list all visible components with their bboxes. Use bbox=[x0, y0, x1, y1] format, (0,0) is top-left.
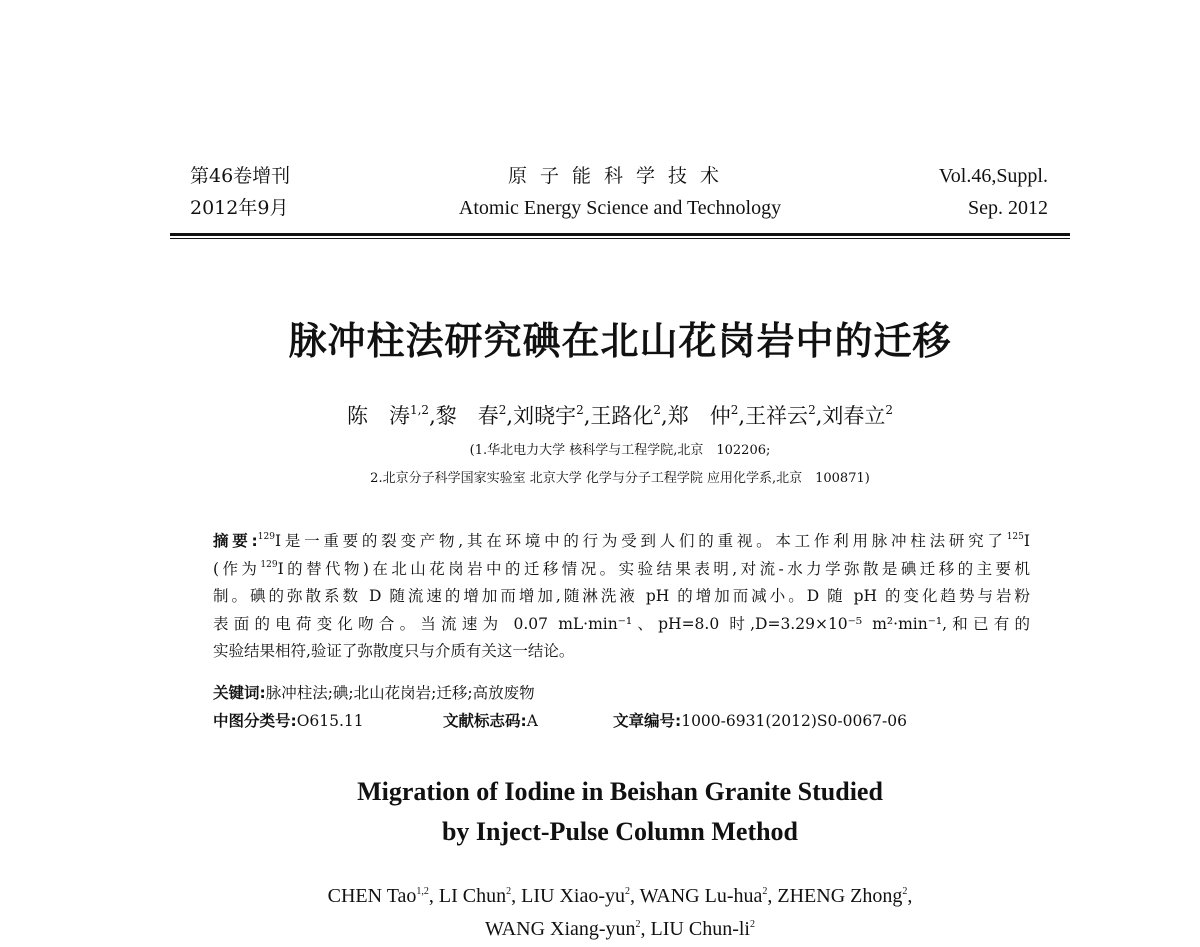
abstract-text: I是一重要的裂变产物,其在环境中的行为受到人们的重视。本工作利用脉冲柱法研究了 bbox=[274, 532, 1007, 550]
author-en: LI Chun bbox=[438, 885, 507, 907]
author-affil-sup: 1,2 bbox=[416, 886, 429, 897]
journal-name-en: Atomic Energy Science and Technology bbox=[458, 197, 782, 219]
author-affil-sup: 2 bbox=[576, 403, 584, 417]
abstract-line bbox=[213, 528, 1030, 556]
affiliation-2: 2.北京分子科学国家实验室 北京大学 化学与分子工程学院 应用化学系,北京 100871) bbox=[370, 471, 870, 486]
author-affil-sup: 2 bbox=[653, 403, 662, 417]
author-affil-sup: 2 bbox=[808, 403, 816, 417]
volume-en: Vol.46,Suppl. bbox=[938, 165, 1048, 187]
authors-en-line1: CHEN Tao$^{1,2}$, LI Chun$^2$, LIU Xiao-$yu^2$, WANG Lu-hua$^2$, ZHENG Zhong$^2$, bbox=[327, 885, 913, 907]
isotope-sup: 125 bbox=[1006, 532, 1024, 542]
doc-code-value: A bbox=[526, 712, 538, 730]
authors-en-line2: WANG Xiang-yun$^2$, LIU Chun-$li^2$ bbox=[485, 918, 755, 940]
author-cn: 王祥云 bbox=[745, 404, 809, 428]
header-rule-thick bbox=[170, 233, 1070, 236]
date-en: Sep. 2012 bbox=[968, 197, 1048, 219]
author-en: ZHENG Zhong bbox=[777, 885, 903, 907]
article-number bbox=[613, 711, 907, 731]
clc-label: 中图分类号: bbox=[213, 712, 297, 730]
volume-cn: 第46卷增刊 bbox=[190, 165, 291, 187]
abstract-text: (作为 bbox=[213, 559, 261, 578]
abstract-label: 摘要: bbox=[213, 532, 258, 550]
doc-code-label: 文献标志码: bbox=[443, 712, 527, 730]
paper-title-en-line2: by Inject-Pulse Column Method bbox=[441, 817, 799, 846]
header-rule-thin bbox=[170, 238, 1070, 239]
article-no-value: 1000-6931(2012)S0-0067-06 bbox=[681, 712, 907, 730]
classification-row bbox=[213, 711, 1033, 731]
author-affil-sup: 2 bbox=[506, 886, 512, 897]
clc-number bbox=[213, 711, 364, 731]
keywords-value: 脉冲柱法;碘;北山花岗岩;迁移;高放废物 bbox=[265, 684, 535, 702]
author-affil-sup: 2 bbox=[730, 403, 739, 417]
author-cn: 王路化 bbox=[590, 404, 654, 428]
abstract-text: I的替代物)在北山花岗岩中的迁移情况。实验结果表明,对流-水力学弥散是碘迁移的主要机 bbox=[277, 559, 1030, 578]
author-cn: 黎 春 bbox=[435, 404, 499, 428]
author-affil-sup: 2 bbox=[498, 403, 507, 417]
abstract-text: I bbox=[1023, 532, 1030, 550]
isotope-sup: 129 bbox=[257, 532, 275, 542]
author-affil-sup: 2 bbox=[762, 886, 768, 897]
author-affil-sup: 2 bbox=[635, 919, 641, 930]
author-en: WANG Xiang-yun bbox=[485, 918, 636, 940]
author-affil-sup: 2 bbox=[624, 886, 630, 897]
author-en: WANG Lu-hua bbox=[639, 885, 763, 907]
author-en: LIU Chun-li bbox=[650, 918, 750, 940]
author-cn: 刘春立 bbox=[822, 404, 886, 428]
author-affil-sup: 1,2 bbox=[409, 403, 430, 417]
keywords-label: 关键词: bbox=[213, 684, 266, 702]
author-affil-sup: 2 bbox=[885, 403, 894, 417]
keywords bbox=[213, 683, 535, 703]
author-cn: 刘晓宇 bbox=[513, 404, 577, 428]
abstract bbox=[213, 528, 1030, 666]
author-cn: 郑 仲 bbox=[667, 404, 731, 428]
abstract-line: 实验结果相符,验证了弥散度只与介质有关这一结论。 bbox=[213, 642, 575, 660]
author-en: LIU Xiao-yu bbox=[521, 885, 625, 907]
isotope-sup: 129 bbox=[260, 559, 278, 570]
author-affil-sup: 2 bbox=[902, 886, 908, 897]
paper-title-cn: 脉冲柱法研究碘在北山花岗岩中的迁移 bbox=[288, 319, 952, 363]
abstract-line: 表面的电荷变化吻合。当流速为 0.07 mL·min⁻¹、pH=8.0 时,D=3.29×10⁻⁵ m²·min⁻¹,和已有的 bbox=[213, 614, 1030, 633]
clc-value: O615.11 bbox=[296, 712, 364, 730]
document-code bbox=[443, 711, 538, 731]
paper-title-en-line1: Migration of Iodine in Beishan Granite Studied bbox=[357, 777, 883, 806]
article-no-label: 文章编号: bbox=[613, 712, 682, 730]
affiliation-1: (1.华北电力大学 核科学与工程学院,北京 102206; bbox=[469, 443, 771, 458]
author-affil-sup: 2 bbox=[749, 919, 755, 930]
author-cn: 陈 涛 bbox=[346, 404, 410, 428]
abstract-line: 制。碘的弥散系数 D 随流速的增加而增加,随淋洗液 pH 的增加而减小。D 随 pH 的变化趋势与岩粉 bbox=[213, 587, 1030, 605]
author-en: CHEN Tao bbox=[327, 885, 417, 907]
date-cn: 2012年9月 bbox=[190, 197, 289, 219]
authors-cn: 陈 涛$^{1,2}$,黎 春$^2$,刘晓宇$^2$,王路化$^2$,郑 仲$^2$,王祥云$^2$,刘春立$^2$ bbox=[346, 403, 894, 428]
journal-name-cn: 原子能科学技术 bbox=[507, 165, 732, 187]
abstract-line bbox=[213, 556, 1030, 584]
